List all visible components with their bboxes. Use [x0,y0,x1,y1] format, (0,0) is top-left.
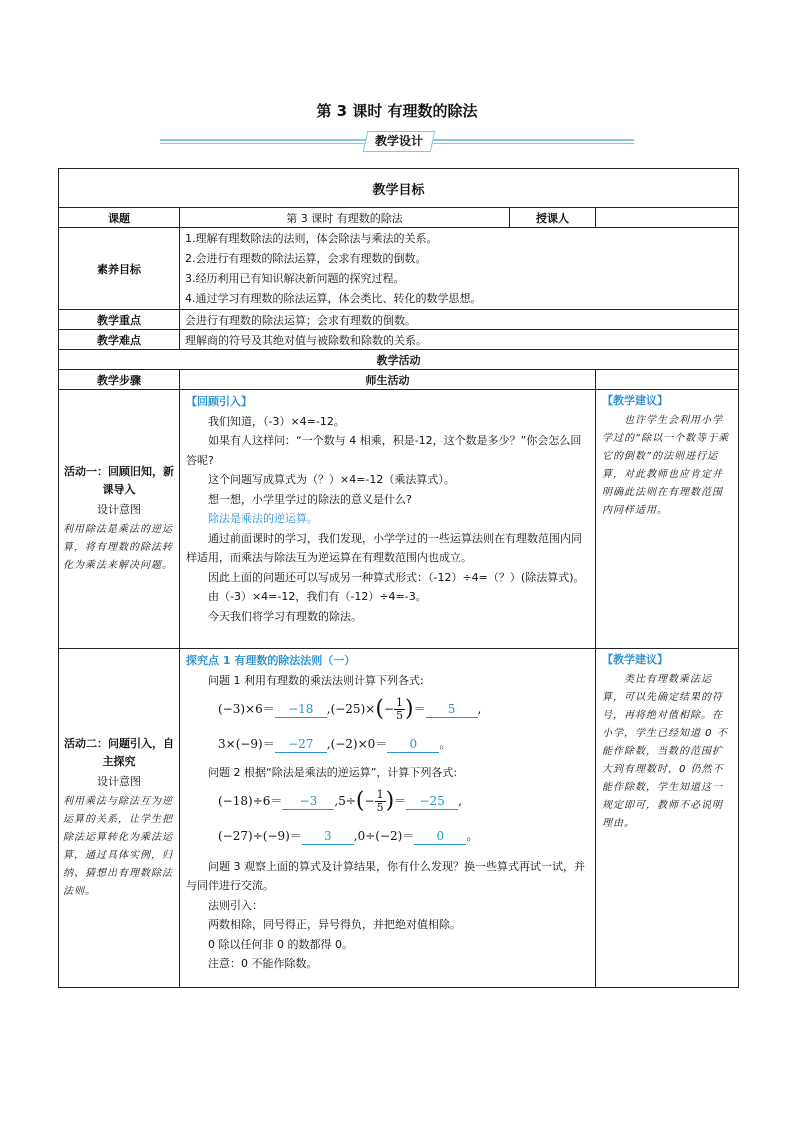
col-empty [596,370,739,390]
act1-intent: 利用除法是乘法的逆运算，将有理数的除法转化为乘法来解决问题。 [63,524,173,571]
key-value: 会进行有理数的除法运算；会求有理数的倒数。 [180,310,739,330]
act2-intent: 利用乘法与除法互为逆运算的关系，让学生把除法运算转化为乘法运算，通过具体实例，归纳、猜想出有理数除法法则。 [63,796,173,897]
act2-q1: 问题 1 利用有理数的乘法法则计算下列各式: [208,673,424,687]
act2-intent-label: 设计意图 [97,775,141,788]
act1-line: 想一想，小学里学过的除法的意义是什么? [208,492,412,506]
answer-blank: −25 [406,793,458,810]
act2-suggestion-cell [596,649,739,988]
section-banner [160,133,634,149]
teacher-value [596,208,739,228]
col-step: 教学步骤 [59,370,180,390]
act1-step [59,390,180,649]
teacher-label: 授课人 [510,208,596,228]
act1-line: 因此上面的问题还可以写成另一种算式形式：（-12）÷4=（？）(除法算式)。 [208,570,585,584]
difficult-value: 理解商的符号及其绝对值与被除数和除数的关系。 [180,330,739,350]
fraction: $\frac{1}{5}$ [376,788,384,814]
answer-blank: −27 [275,736,327,753]
act2-rule: 0 除以任何非 0 的数都得 0。 [208,937,353,951]
math-line: 3×(−9)＝ −27 ,(−2)×0＝ 0 。 [218,736,452,751]
lesson-plan-table [58,168,739,988]
answer-blank: −3 [282,793,334,810]
banner-label: 教学设计 [363,131,435,152]
act1-suggestion: 也许学生会利用小学学过的“除以一个数等于乘它的倒数”的法则进行运算，对此教师也应肯定并明确此法则在有理数范围内同样适用。 [602,415,730,516]
act1-line: 通过前面课时的学习，我们发现，小学学过的一些运算法则在有理数范围内同样适用，而乘法与除法互为逆运算在有理数范围内也成立。 [186,531,582,564]
math-line: (−3)×6＝ −18 ,(−25)×(− $\frac{1}{5}$ )＝ 5 , [218,696,482,722]
act2-subtitle: 探究点 1 有理数的除法法则（一） [186,654,356,667]
page-title: 第 3 课时 有理数的除法 [316,102,478,120]
math-line: (−18)÷6＝ −3 ,5÷(− $\frac{1}{5}$ )＝ −25 , [218,788,462,814]
act1-suggest-tag: 【教学建议】 [602,394,668,407]
act1-intent-label: 设计意图 [97,503,141,516]
act1-tag: 【回顾引入】 [186,395,252,408]
answer-blank: 0 [387,736,439,753]
act2-rule-intro: 法则引入： [208,898,263,912]
topic-label: 课题 [59,208,180,228]
act1-content [180,390,596,649]
answer-blank: 0 [414,828,466,845]
literacy-item: 4.通过学习有理数的除法运算，体会类比、转化的数学思想。 [185,291,482,305]
act1-line: 由（-3）×4=-12，我们有（-12）÷4=-3。 [208,590,427,603]
math-line: (−27)÷(−9)＝ 3 ,0÷(−2)＝ 0 。 [218,828,479,843]
act2-title: 活动二：问题引入，自主探究 [64,737,174,768]
literacy-label: 素养目标 [59,228,180,310]
difficult-label: 教学难点 [59,330,180,350]
act2-q2: 问题 2 根据“除法是乘法的逆运算”，计算下列各式: [208,765,458,779]
act2-content [180,649,596,988]
act2-step [59,649,180,988]
literacy-item: 3.经历利用已有知识解决新问题的探究过程。 [185,271,405,285]
answer-blank: 5 [426,701,478,718]
literacy-list [180,228,739,310]
act1-line-highlight: 除法是乘法的逆运算。 [208,512,318,525]
act2-note: 注意：0 不能作除数。 [208,957,318,970]
activities-header: 教学活动 [59,350,739,370]
fraction: $\frac{1}{5}$ [395,696,403,722]
act1-line: 这个问题写成算式为（？）×4=-12（乘法算式）。 [208,473,455,486]
act2-suggestion: 类比有理数乘法运算，可以先确定结果的符号，再将绝对值相除。在小学，学生已经知道 0 不能作除数，当数的范围扩大到有理数时，0 仍然不能作除数，学生知道这一规定即可，教师不必说明理由。 [602,674,728,829]
literacy-item: 1.理解有理数除法的法则，体会除法与乘法的关系。 [185,231,438,245]
act1-suggestion-cell [596,390,739,649]
answer-blank: −18 [275,701,327,718]
act2-suggest-tag: 【教学建议】 [602,653,668,666]
answer-blank: 3 [302,828,354,845]
act2-rule: 两数相除，同号得正，异号得负，并把绝对值相除。 [208,918,461,931]
key-label: 教学重点 [59,310,180,330]
goals-header: 教学目标 [59,169,739,208]
act1-line: 我们知道，（-3）×4=-12。 [208,414,345,428]
act1-line: 如果有人这样问：“一个数与 4 相乘，积是-12，这个数是多少？”你会怎么回答呢? [186,434,582,467]
topic-value: 第 3 课时 有理数的除法 [180,208,510,228]
literacy-item: 2.会进行有理数的除法运算，会求有理数的倒数。 [185,251,427,265]
act1-line: 今天我们将学习有理数的除法。 [208,609,362,623]
col-activity: 师生活动 [180,370,596,390]
act2-q3: 问题 3 观察上面的算式及计算结果，你有什么发现？换一些算式再试一试，并与同伴进行交流。 [186,859,585,892]
act1-title: 活动一：回顾旧知，新课导入 [64,465,174,496]
